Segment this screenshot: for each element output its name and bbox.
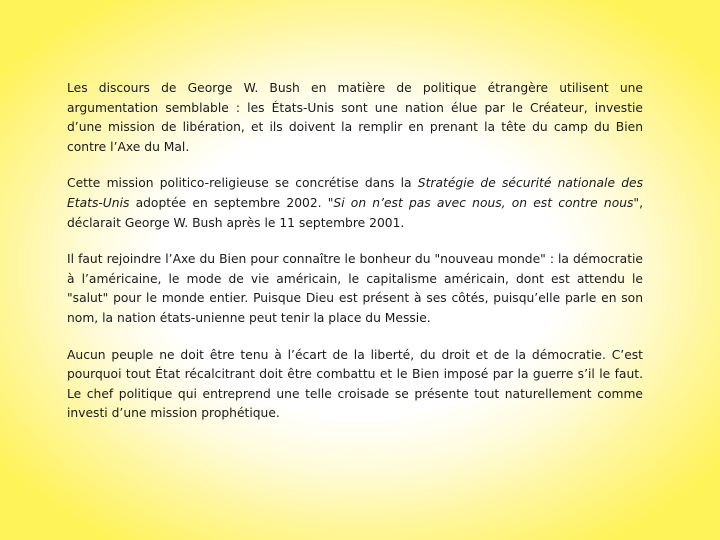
paragraph-3: Il faut rejoindre l’Axe du Bien pour connaître le bonheur du "nouveau monde" : la démocratie à l’américaine, le mode de vie américain, le capitalisme américain, dont est attendu le "salut" pour le monde entier. Puisque Dieu est présent à ses côtés, puisqu’elle parle en son nom, la nation états-unienne peut tenir la place du Messie. xyxy=(67,252,643,325)
paragraph-4: Aucun peuple ne doit être tenu à l’écart de la liberté, du droit et de la démocratie. C’est pourquoi tout État récalcitrant doit être combattu et le Bien imposé par la guerre s’il le faut. Le chef politique qui entreprend une telle croisade se présente tout naturellement comme investi d’une mission prophétique. xyxy=(67,347,643,421)
paragraph-2-text-b: adoptée en septembre 2002. " xyxy=(129,195,334,210)
paragraph-2-text-c: ", déclarait George W. Bush après le 11 septembre 2001. xyxy=(67,195,643,230)
strategy-title: Stratégie de sécurité nationale des Etats-Unis xyxy=(67,176,643,210)
paragraph-2-text-a: Cette mission politico-religieuse se concrétise dans la xyxy=(67,176,418,191)
paragraph-1: Les discours de George W. Bush en matière de politique étrangère utilisent une argumentation semblable : les États-Unis sont une nation élue par le Créateur, investie d’une mission de libération, et ils doivent la remplir en prenant la tête du camp du Bien contre l’Axe du Mal. xyxy=(67,81,643,154)
bush-quote: Si on n’est pas avec nous, on est contre nous xyxy=(333,195,634,210)
text-block xyxy=(67,79,643,441)
paragraph-2 xyxy=(67,174,643,233)
